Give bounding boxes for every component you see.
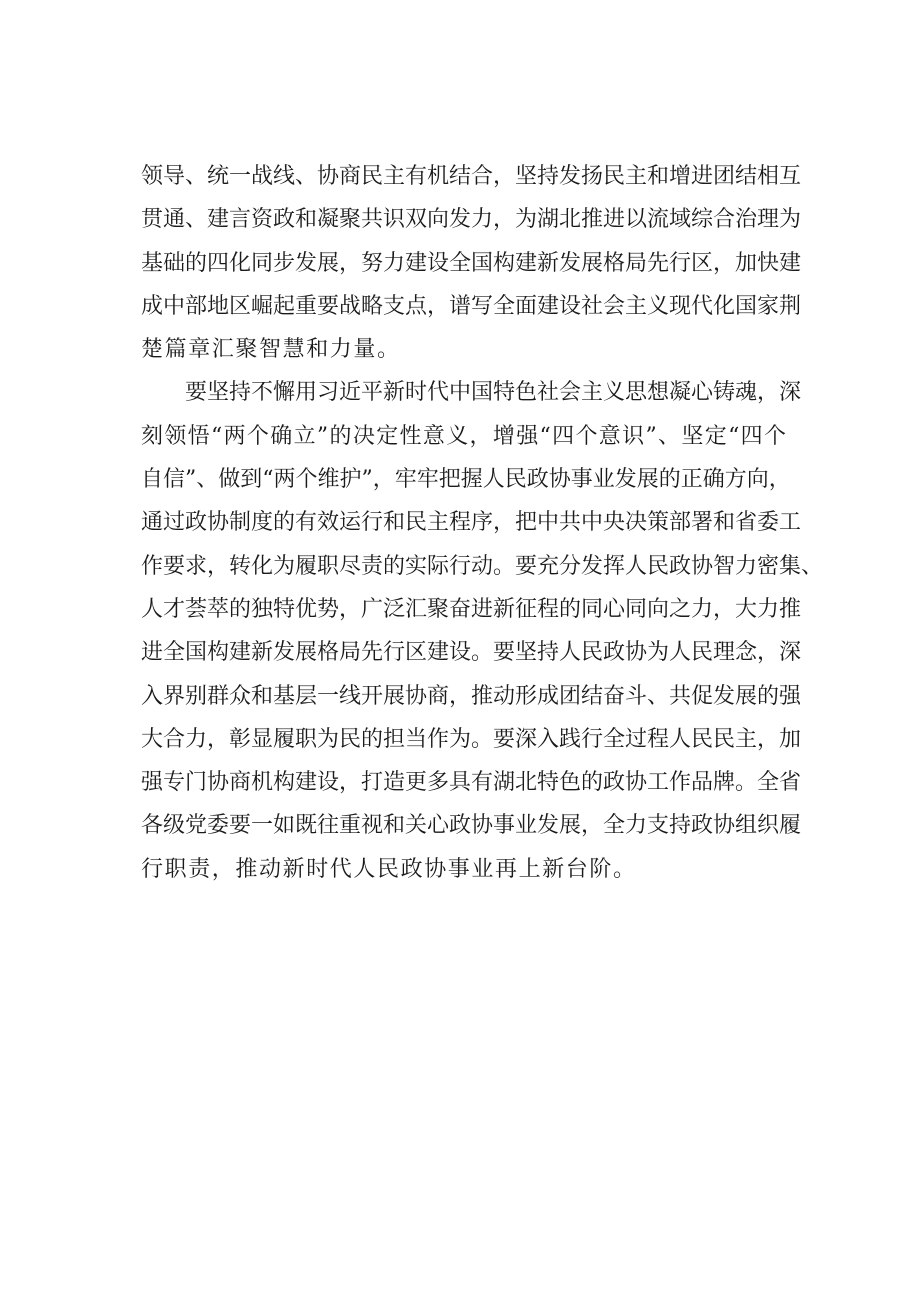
text-line: 成中部地区崛起重要战略支点，谱写全面建设社会主义现代化国家荆 [141,293,802,319]
text-line: 入界别群众和基层一线开展协商，推动形成团结奋斗、共促发展的强 [141,683,802,709]
text-line: 自信”、做到“两个维护”，牢牢把握人民政协事业发展的正确方向， [141,467,791,493]
text-line: 刻领悟“两个确立”的决定性意义，增强“四个意识”、坚定“四个 [141,423,786,449]
text-line: 大合力，彰显履职为民的担当作为。要深入践行全过程人民民主，加 [141,726,802,752]
text-line: 人才荟萃的独特优势，广泛汇聚奋进新征程的同心同向之力，大力推 [141,596,802,622]
paragraph-1 [141,155,802,371]
text-line: 贯通、建言资政和凝聚共识双向发力，为湖北推进以流域综合治理为 [141,207,802,233]
text-line: 作要求，转化为履职尽责的实际行动。要充分发挥人民政协智力密集、 [141,553,824,579]
text-line: 基础的四化同步发展，努力建设全国构建新发展格局先行区，加快建 [141,250,802,276]
text-line: 各级党委要一如既往重视和关心政协事业发展，全力支持政协组织履 [141,813,802,839]
paragraph-2 [141,371,824,891]
text-line: 楚篇章汇聚智慧和力量。 [141,337,401,363]
text-line: 要坚持不懈用习近平新时代中国特色社会主义思想凝心铸魂，深 [141,380,802,406]
text-line: 领导、统一战线、协商民主有机结合，坚持发扬民主和增进团结相互 [141,164,802,189]
body-text [141,155,824,891]
text-line: 进全国构建新发展格局先行区建设。要坚持人民政协为人民理念，深 [141,640,802,666]
text-line: 通过政协制度的有效运行和民主程序，把中共中央决策部署和省委工 [141,510,802,536]
text-line: 强专门协商机构建设，打造更多具有湖北特色的政协工作品牌。全省 [141,770,802,796]
text-line: 行职责，推动新时代人民政协事业再上新台阶。 [141,856,637,882]
